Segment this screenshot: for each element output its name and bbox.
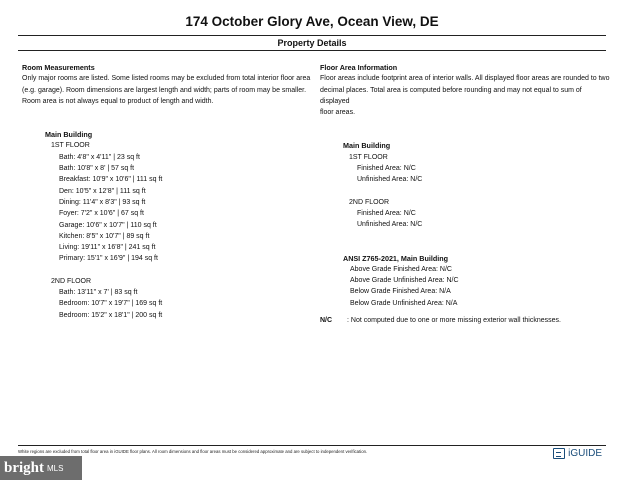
area-item: Above Grade Finished Area: N/C (350, 265, 452, 273)
area-item: Unfinished Area: N/C (357, 221, 423, 229)
room-item: Dining: 11'4" x 8'3" | 93 sq ft (59, 198, 146, 206)
area-item: Below Grade Finished Area: N/A (350, 288, 451, 296)
note-line: Room area is not always equal to product of length and width. (22, 97, 214, 105)
area-item: Finished Area: N/C (357, 209, 416, 217)
iguide-brand (553, 448, 602, 459)
area-item: Unfinished Area: N/C (357, 176, 423, 184)
area-item: Finished Area: N/C (357, 165, 416, 173)
room-item: Kitchen: 8'5" x 10'7" | 89 sq ft (59, 232, 150, 240)
bright-mls-watermark (0, 456, 82, 480)
iguide-logo-icon (553, 448, 565, 459)
floor-label-1st: 1ST FLOOR (51, 142, 90, 150)
nc-description: : Not computed due to one or more missing exterior wall thicknesses. (347, 317, 561, 325)
room-measurements-section (22, 62, 312, 321)
subtitle-divider (18, 50, 606, 51)
building-label: Main Building (343, 141, 391, 151)
building-label: Main Building (45, 130, 93, 140)
room-item: Foyer: 7'2" x 10'6" | 67 sq ft (59, 210, 144, 218)
note-line: decimal places. Total area is computed before rounding and may not equal to sum of displayed (320, 86, 582, 105)
floor-area-heading: Floor Area Information (320, 63, 398, 72)
room-item: Garage: 10'6" x 10'7" | 110 sq ft (59, 221, 157, 229)
floor-label-2nd: 2ND FLOOR (349, 198, 390, 206)
floor-label-2nd: 2ND FLOOR (51, 277, 92, 285)
floor-area-list-2nd (320, 208, 610, 231)
room-item: Bedroom: 10'7" x 19'7" | 169 sq ft (59, 300, 163, 308)
room-item: Bath: 13'11" x 7' | 83 sq ft (59, 289, 138, 297)
page-subtitle: Property Details (277, 38, 347, 48)
room-list-1st-floor (22, 152, 312, 265)
watermark-name: bright (4, 459, 45, 476)
room-item: Breakfast: 10'9" x 10'6" | 111 sq ft (59, 176, 163, 184)
note-line: (e.g. garage). Room dimensions are largest length and width; parts of room may be smaller. (22, 86, 307, 94)
area-item: Above Grade Unfinished Area: N/C (350, 277, 459, 285)
brand-label: iGUIDE (568, 448, 602, 459)
room-item: Bath: 4'8" x 4'11" | 23 sq ft (59, 153, 140, 161)
note-line: Floor areas include footprint area of interior walls. All displayed floor areas are rounded to two (320, 75, 610, 83)
note-line: floor areas. (320, 109, 356, 117)
ansi-heading: ANSI Z765-2021, Main Building (343, 253, 449, 263)
area-item: Below Grade Unfinished Area: N/A (350, 299, 458, 307)
room-list-2nd-floor (22, 287, 312, 321)
ansi-list (320, 264, 610, 309)
room-item: Den: 10'5" x 12'8" | 111 sq ft (59, 187, 146, 195)
page-title: 174 October Glory Ave, Ocean View, DE (185, 14, 439, 29)
room-item: Bedroom: 15'2" x 18'1" | 200 sq ft (59, 311, 163, 319)
title-divider (18, 35, 606, 36)
floor-area-section (320, 62, 610, 326)
note-line: Only major rooms are listed. Some listed rooms may be excluded from total interior floor area (22, 75, 311, 83)
floor-label-1st: 1ST FLOOR (349, 153, 388, 161)
room-measurements-note (22, 73, 312, 107)
floor-area-list-1st (320, 163, 610, 186)
footer-divider (18, 445, 606, 446)
room-measurements-heading: Room Measurements (22, 63, 95, 72)
nc-key: N/C (320, 317, 333, 325)
nc-legend (320, 315, 610, 326)
watermark-suffix: MLS (47, 463, 64, 473)
footer-disclaimer: White regions are excluded from total floor area in iGUIDE floor plans. All room dimensions and floor areas must be considered approximate and are subject to independent verification. (18, 449, 368, 454)
room-item: Living: 19'11" x 16'8" | 241 sq ft (59, 244, 156, 252)
floor-area-note (320, 73, 610, 118)
room-item: Primary: 15'1" x 16'9" | 194 sq ft (59, 255, 158, 263)
room-item: Bath: 10'8" x 8' | 57 sq ft (59, 165, 135, 173)
